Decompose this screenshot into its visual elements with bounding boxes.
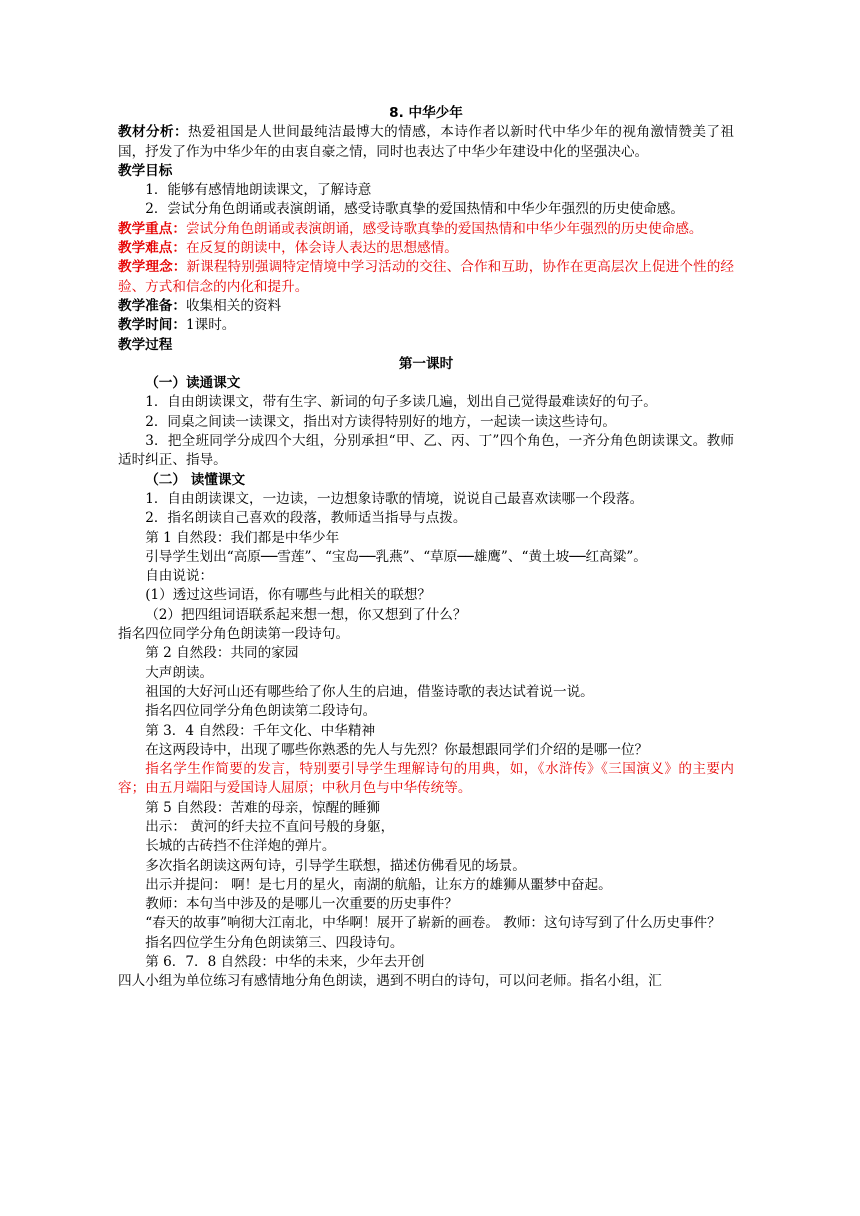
para34-title: 第 3．4 自然段：千年文化、中华精神 <box>145 722 376 739</box>
para2-question: 祖国的大好河山还有哪些给了你人生的启迪，借鉴诗歌的表达试着说一说。 <box>145 683 594 700</box>
prep-paragraph <box>118 297 734 316</box>
part1-item: 3．把全班同学分成四个大组，分别承担“甲、乙、丙、丁”四个角色，一齐分角色朗读课文。教师适时纠正、指导。 <box>118 433 734 469</box>
para5-line: 长城的古砖挡不住洋炮的弹片。 <box>145 838 336 855</box>
time-text: 1课时。 <box>185 317 236 334</box>
para1-guide: 引导学生划出“高原──雪莲”、“宝岛──乳燕”、“草原──雄鹰”、“黄土坡──红高粱”。 <box>145 548 647 565</box>
para5-teacher-question: 教师：本句当中涉及的是哪儿一次重要的历史事件？ <box>145 896 458 913</box>
key-point-paragraph <box>118 220 734 239</box>
time-label: 教学时间： <box>118 317 186 334</box>
page-title: 8. 中华少年 <box>389 105 463 121</box>
para1-read: 指名四位同学分角色朗读第一段诗句。 <box>118 626 350 643</box>
goal-item: 2．尝试分角色朗诵或表演朗诵，感受诗歌真挚的爱国热情和中华少年强烈的历史使命感。 <box>145 201 684 218</box>
document-page <box>118 104 734 992</box>
para2-read: 指名四位同学分角色朗读第二段诗句。 <box>145 703 377 720</box>
goals-heading: 教学目标 <box>118 162 173 179</box>
para5-read: 指名四位学生分角色朗读第三、四段诗句。 <box>145 934 404 951</box>
part2-item: 1．自由朗读课文，一边读，一边想象诗歌的情境，说说自己最喜欢读哪一个段落。 <box>145 490 644 507</box>
prep-text: 收集相关的资料 <box>185 297 282 314</box>
para678-group: 四人小组为单位练习有感情地分角色朗读，遇到不明白的诗句，可以问老师。指名小组，汇 <box>118 973 662 990</box>
para1-title: 第 1 自然段：我们都是中华少年 <box>145 529 340 546</box>
analysis-paragraph <box>118 123 734 162</box>
para34-note: 指名学生作简要的发言，特别要引导学生理解诗句的用典，如，《水浒传》《三国演义》的主要内容；由五月端阳与爱国诗人屈原；中秋月色与中华传统等。 <box>118 761 734 797</box>
para1-question: （2）把四组词语联系起来想一想，你又想到了什么？ <box>145 606 467 623</box>
philosophy-text: 新课程特别强调特定情境中学习活动的交往、合作和互助，协作在更高层次上促进个性的经验、方式和信念的内化和提升。 <box>118 259 735 295</box>
goal-item: 1．能够有感情地朗读课文，了解诗意 <box>145 182 372 199</box>
para5-show-ask: 出示并提问： 啊！是七月的星火，南湖的航船，让东方的雄狮从噩梦中奋起。 <box>145 876 612 893</box>
para5-title: 第 5 自然段：苦难的母亲，惊醒的睡狮 <box>145 799 380 816</box>
philosophy-paragraph <box>118 258 734 297</box>
difficulty-label: 教学难点： <box>118 240 186 257</box>
para5-multi: 多次指名朗读这两句诗，引导学生联想，描述仿佛看见的场景。 <box>145 857 526 874</box>
key-point-label: 教学重点： <box>118 220 186 237</box>
para34-question: 在这两段诗中，出现了哪些你熟悉的先人与先烈？你最想跟同学们介绍的是哪一位？ <box>145 741 649 758</box>
para2-title: 第 2 自然段：共同的家园 <box>145 645 299 662</box>
para5-show: 出示： 黄河的纤夫拉不直问号般的身躯， <box>145 818 395 835</box>
lesson-heading: 第一课时 <box>398 355 454 372</box>
part2-heading: （二） 读懂课文 <box>145 471 246 488</box>
analysis-text: 热爱祖国是人世间最纯洁最博大的情感，本诗作者以新时代中华少年的视角激情赞美了祖国，抒发了作为中华少年的由衷自豪之情，同时也表达了中华少年建设中化的坚强决心。 <box>118 124 734 160</box>
part2-item: 2．指名朗读自己喜欢的段落，教师适当指导与点拨。 <box>145 510 467 527</box>
process-heading: 教学过程 <box>118 336 173 353</box>
para2-loud: 大声朗读。 <box>145 664 214 681</box>
part1-heading: （一）读通课文 <box>145 375 241 392</box>
time-paragraph <box>118 316 734 335</box>
difficulty-text: 在反复的朗读中，体会诗人表达的思想感情。 <box>185 240 458 257</box>
para678-title: 第 6．7．8 自然段：中华的未来，少年去开创 <box>145 954 425 971</box>
para1-question: (1）透过这些词语，你有哪些与此相关的联想？ <box>145 587 432 604</box>
analysis-label: 教材分析： <box>118 124 189 141</box>
key-point-text: 尝试分角色朗诵或表演朗诵，感受诗歌真挚的爱国热情和中华少年强烈的历史使命感。 <box>185 220 703 237</box>
para5-spring: “春天的故事”响彻大江南北，中华啊！展开了崭新的画卷。 教师：这句诗写到了什么历史事件？ <box>145 915 721 932</box>
part1-item: 2．同桌之间读一读课文，指出对方读得特别好的地方，一起读一读这些诗句。 <box>145 413 617 430</box>
difficulty-paragraph <box>118 239 734 258</box>
part1-item: 1．自由朗读课文，带有生字、新词的句子多读几遍，划出自己觉得最难读好的句子。 <box>145 394 657 411</box>
philosophy-label: 教学理念： <box>118 259 187 276</box>
prep-label: 教学准备： <box>118 297 186 314</box>
para1-free-talk: 自由说说： <box>145 568 214 585</box>
